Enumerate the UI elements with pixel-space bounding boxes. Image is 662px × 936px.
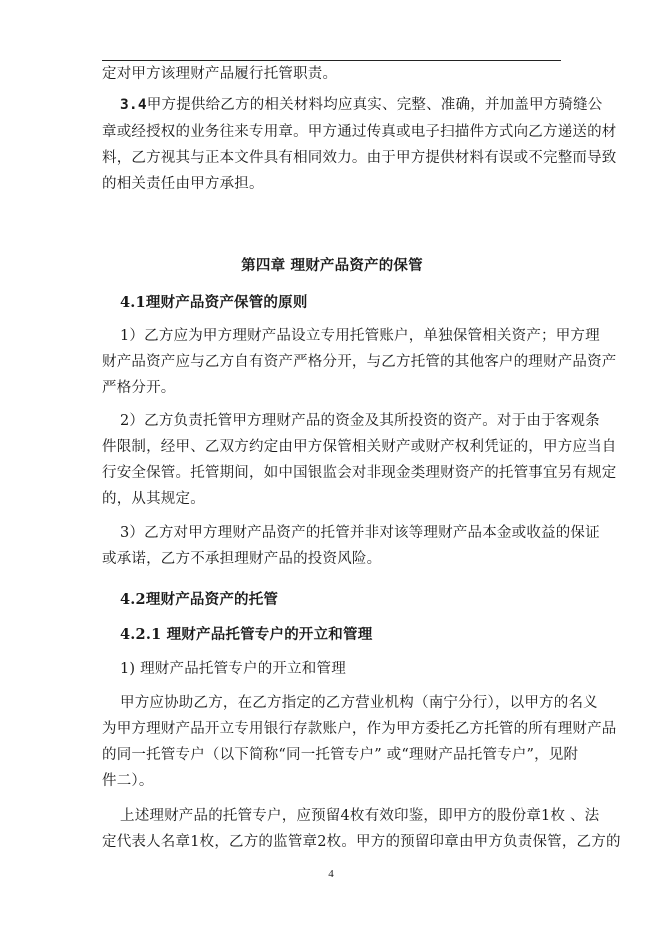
subsection-heading: 4.2.1 理财产品托管专户的开立和管理 (120, 626, 373, 643)
text-line: 1）乙方应为甲方理财产品设立专用托管账户，单独保管相关资产；甲方理 (120, 328, 600, 344)
text-line: 为甲方理财产品开立专用银行存款账户，作为甲方委托乙方托管的所有理财产品 (102, 721, 617, 737)
text-line: 甲方提供给乙方的相关材料均应真实、完整、准确，并加盖甲方骑缝公 (146, 97, 603, 113)
header-rule (102, 60, 561, 61)
text-line: 上述理财产品的托管专户，应预留4枚有效印鉴，即甲方的股份章1枚 、法 (120, 808, 600, 824)
text-line: 1) 理财产品托管专户的开立和管理 (120, 661, 346, 677)
page-number: 4 (328, 868, 334, 880)
text-line: 2）乙方负责托管甲方理财产品的资金及其所投资的资产。对于由于客观条 (120, 413, 600, 429)
clause-number: 3.4 (120, 97, 147, 113)
text-line: 3）乙方对甲方理财产品资产的托管并非对该等理财产品本金或收益的保证 (120, 525, 600, 541)
clause-3-4 (120, 95, 603, 115)
text-line: 行安全保管。托管期间，如中国银监会对非现金类理财资产的托管事宜另有规定 (102, 465, 617, 481)
chapter-title: 第四章 理财产品资产的保管 (241, 257, 423, 274)
text-line: 甲方应协助乙方，在乙方指定的乙方营业机构（南宁分行），以甲方的名义 (120, 695, 598, 711)
text-line: 财产品资产应与乙方自有资产严格分开，与乙方托管的其他客户的理财产品资产 (102, 354, 617, 370)
section-heading: 4.1理财产品资产保管的原则 (120, 294, 308, 311)
text-line: 件限制，经甲、乙双方约定由甲方保管相关财产或财产权利凭证的，甲方应当自 (102, 439, 617, 455)
text-line: 的，从其规定。 (102, 491, 205, 507)
text-line: 严格分开。 (102, 380, 176, 396)
text-line: 件二）。 (102, 773, 154, 789)
text-line: 定对甲方该理财产品履行托管职责。 (102, 66, 338, 82)
section-heading: 4.2理财产品资产的托管 (120, 591, 279, 608)
text-line: 章或经授权的业务往来专用章。甲方通过传真或电子扫描件方式向乙方递送的材 (102, 124, 617, 140)
text-line: 的相关责任由甲方承担。 (102, 176, 264, 192)
text-line: 或承诺，乙方不承担理财产品的投资风险。 (102, 551, 382, 567)
text-line: 的同一托管专户（以下简称“同一托管专户” 或“理财产品托管专户”，见附 (102, 747, 579, 763)
text-line: 定代表人名章1枚，乙方的监管章2枚。甲方的预留印章由甲方负责保管，乙方的 (102, 834, 621, 850)
text-line: 料，乙方视其与正本文件具有相同效力。由于甲方提供材料有误或不完整而导致 (102, 150, 617, 166)
